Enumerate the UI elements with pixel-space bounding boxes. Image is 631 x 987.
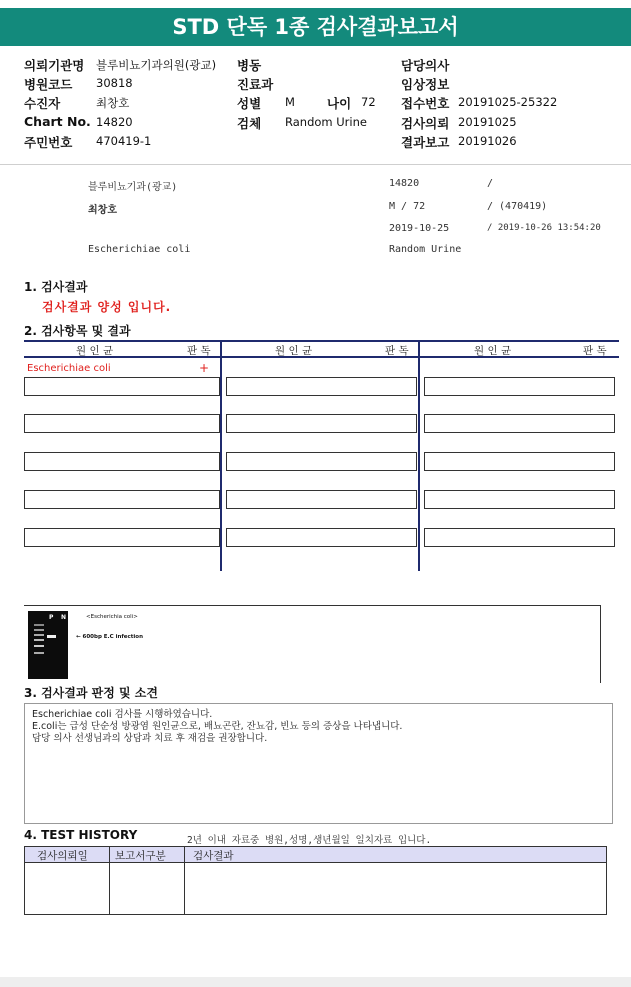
summary-received: 2019-10-25 [389,223,450,234]
history-table-body [24,863,607,915]
col-header-pathogen-3: 원 인 균 [474,345,512,357]
gel-ladder-band [34,624,44,626]
value-specimen: Random Urine [285,115,367,129]
label-patient: 수진자 [24,96,61,111]
summary-id: / (470419) [487,201,548,212]
label-chart-no: Chart No. [24,114,91,129]
positive-pathogen-name: Escherichiae coli [27,363,111,374]
col-header-judgement-2: 판 독 [385,345,409,357]
gel-ladder-band [34,645,44,647]
value-institution: 블루비뇨기과의원(광교) [96,58,217,72]
history-col-result: 검사결과 [193,850,234,862]
section3-title: 3. 검사결과 판정 및 소견 [24,686,158,700]
summary-chart: 14820 [389,178,420,189]
col-header-pathogen-1: 원 인 균 [76,345,114,357]
positive-judgement: + [199,361,210,375]
value-hospital-code: 30818 [96,76,133,90]
history-header-divider [184,847,185,862]
value-receipt-no: 20191025-25322 [458,95,558,109]
comment-line-1: Escherichiae coli 검사를 시행하였습니다. [32,709,213,720]
gel-panel-top-border [24,605,601,606]
result-cell [24,528,220,547]
label-institution: 의뢰기관명 [24,58,85,73]
gel-image [28,611,68,679]
history-col-request-date: 검사의뢰일 [37,850,88,862]
page-bottom-strip [0,977,631,987]
report-title: STD 단독 1종 검사결과보고서 [0,8,631,46]
label-department: 진료과 [237,77,274,92]
value-age: 72 [361,95,376,109]
table-divider-1 [220,340,222,571]
result-cell [424,452,615,471]
summary-slash: / [487,178,494,189]
result-cell [24,490,220,509]
history-body-divider [109,863,110,914]
value-patient: 최창호 [96,96,130,110]
history-table-header [24,846,607,863]
gel-lane-p: P [49,614,54,621]
section4-title: 4. TEST HISTORY [24,828,138,842]
result-cell [424,490,615,509]
result-cell [424,377,615,396]
label-clinical-info: 임상정보 [401,77,450,92]
result-cell [24,377,220,396]
gel-ladder-band [34,629,44,631]
summary-reported: / 2019-10-26 13:54:20 [487,223,601,233]
result-cell [226,490,417,509]
label-receipt-no: 접수번호 [401,96,450,111]
comment-box [24,703,613,824]
gel-panel-right-border [600,605,601,683]
comment-line-3: 담당 의사 선생님과의 상담과 치료 후 재검을 권장합니다. [32,733,268,744]
summary-clinic: 블루비뇨기과(광교) [88,182,178,193]
label-hospital-code: 병원코드 [24,77,73,92]
header-separator [0,164,631,165]
label-ward: 병동 [237,58,262,73]
gel-band-label: ← 600bp E.C infection [76,634,143,640]
history-col-report-type: 보고서구분 [115,850,166,862]
history-header-divider [109,847,110,862]
result-cell [24,452,220,471]
table-header-rule [24,356,619,358]
result-cell [226,452,417,471]
section2-title: 2. 검사항목 및 결과 [24,324,131,338]
summary-sex-age: M / 72 [389,201,426,212]
comment-line-2: E.coli는 급성 단순성 방광염 원인균으로, 배뇨곤란, 잔뇨감, 빈뇨 등의 증상을 나타냅니다. [32,721,403,732]
history-note: 2년 이내 자료중 병원,성명,생년월일 일치자료 입니다. [187,835,432,846]
summary-name: 최창호 [88,205,117,216]
label-specimen: 검체 [237,116,262,131]
history-body-divider [184,863,185,914]
label-report-date: 결과보고 [401,135,450,150]
col-header-pathogen-2: 원 인 균 [275,345,313,357]
value-report-date: 20191026 [458,134,517,148]
label-age: 나이 [327,96,352,111]
gel-caption: <Escherichia coli> [86,614,138,620]
label-request-date: 검사의뢰 [401,116,450,131]
label-sex: 성별 [237,96,262,111]
gel-ladder-band [34,639,44,641]
result-positive-text: 검사결과 양성 입니다. [42,300,172,314]
value-sex: M [285,95,295,109]
col-header-judgement-3: 판 독 [583,345,607,357]
label-doctor: 담당의사 [401,58,450,73]
gel-positive-band [47,635,56,638]
table-top-rule [24,340,619,342]
gel-lane-n: N [61,614,67,621]
value-chart-no: 14820 [96,115,133,129]
value-resident-no: 470419-1 [96,134,152,148]
summary-organism: Escherichiae coli [88,244,191,255]
table-divider-2 [418,340,420,571]
gel-ladder-band [34,634,44,636]
value-request-date: 20191025 [458,115,517,129]
gel-ladder-band [34,652,44,654]
result-cell [424,414,615,433]
result-cell [226,414,417,433]
summary-specimen: Random Urine [389,244,462,255]
section1-title: 1. 검사결과 [24,280,88,294]
col-header-judgement-1: 판 독 [187,345,211,357]
label-resident-no: 주민번호 [24,135,73,150]
result-cell [226,377,417,396]
result-cell [424,528,615,547]
result-cell [226,528,417,547]
result-cell [24,414,220,433]
